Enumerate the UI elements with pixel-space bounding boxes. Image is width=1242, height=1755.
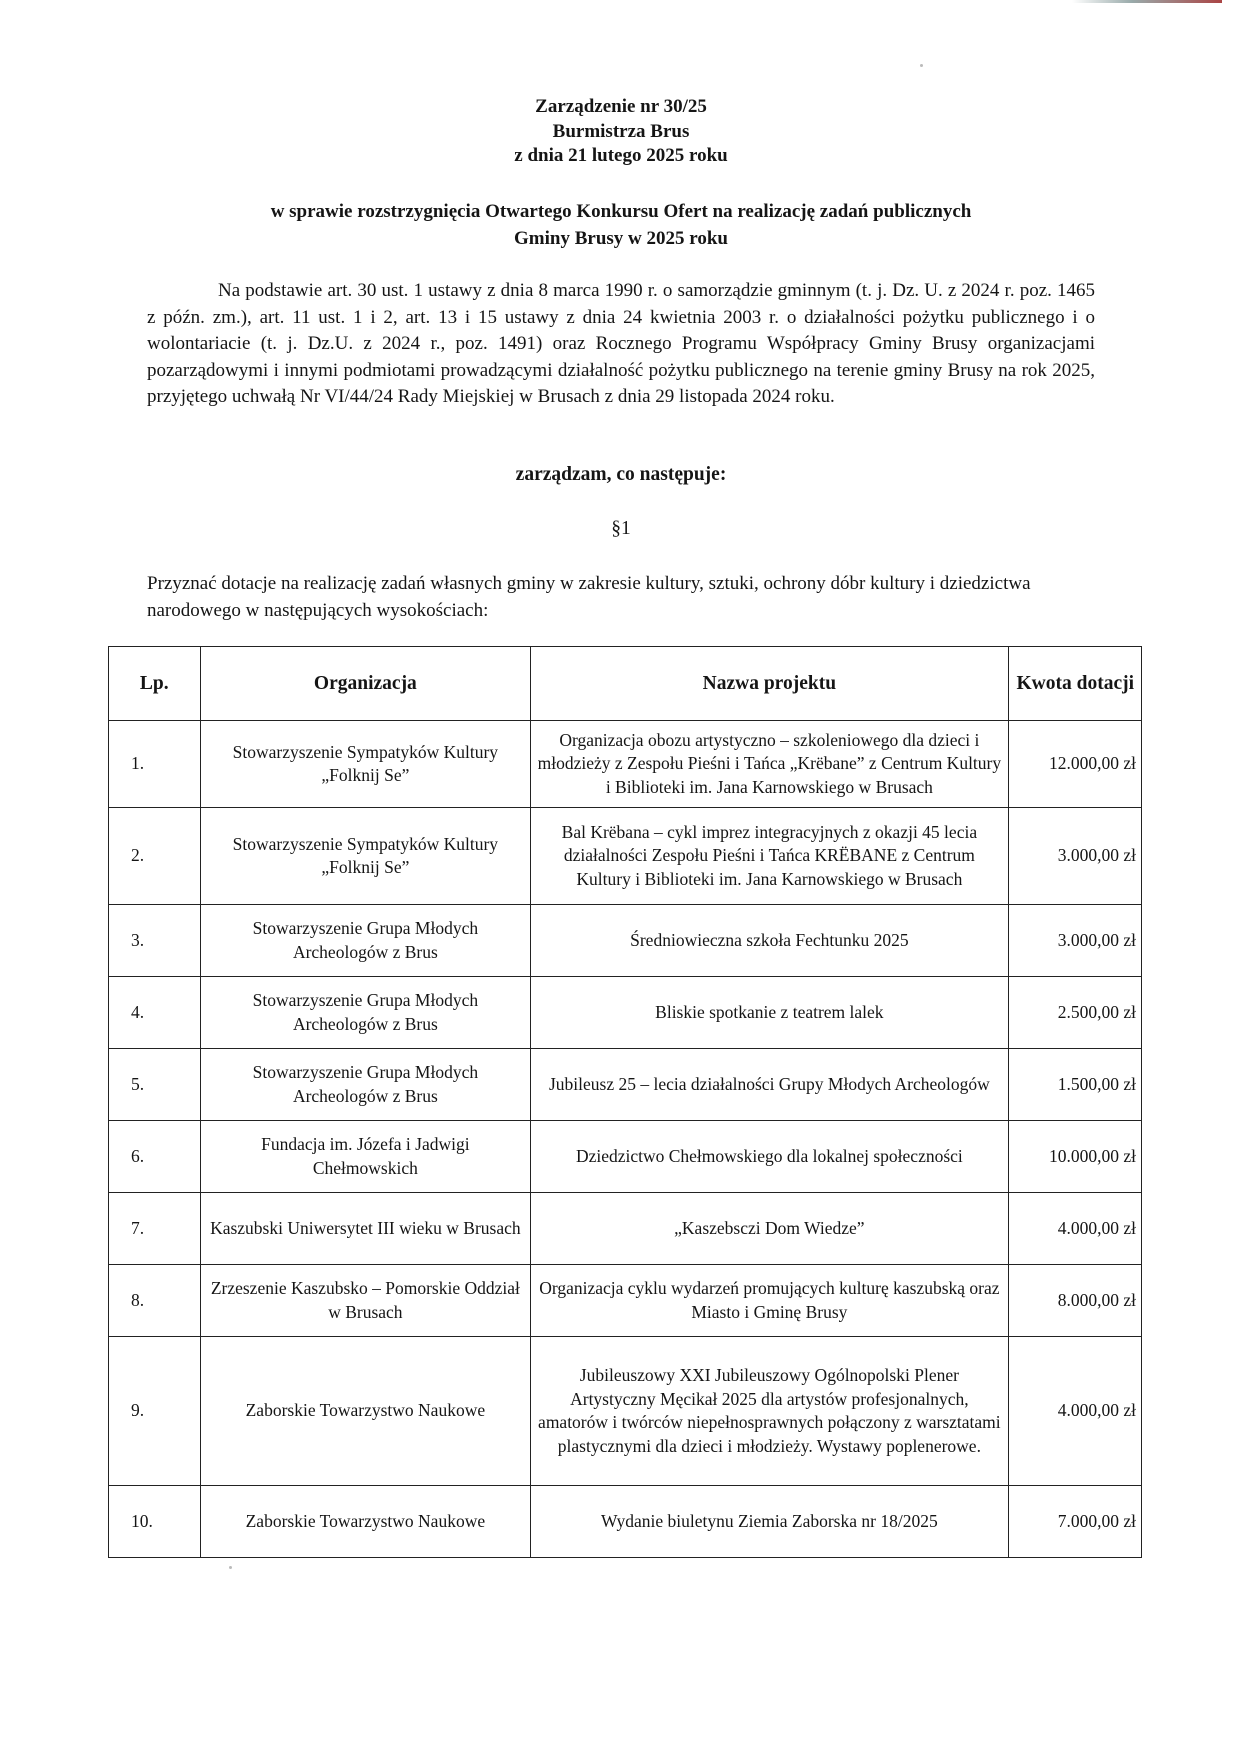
cell-project-name: Jubileusz 25 – lecia działalności Grupy Młodych Archeologów [531,1049,1008,1121]
cell-grant-amount: 10.000,00 zł [1008,1121,1141,1193]
cell-grant-amount: 4.000,00 zł [1008,1193,1141,1265]
cell-project-name: Średniowieczna szkoła Fechtunku 2025 [531,905,1008,977]
cell-project-name: „Kaszebsczi Dom Wiedze” [531,1193,1008,1265]
table-row [109,1049,1142,1121]
table-row [109,1337,1142,1486]
document-subject [0,198,1242,252]
cell-organization: Stowarzyszenie Grupa Młodych Archeologów z Brus [200,905,531,977]
cell-project-name: Dziedzictwo Chełmowskiego dla lokalnej społeczności [531,1121,1008,1193]
table-row [109,977,1142,1049]
cell-grant-amount: 1.500,00 zł [1008,1049,1141,1121]
cell-lp: 2. [109,808,201,905]
cell-project-name: Wydanie biuletynu Ziemia Zaborska nr 18/2025 [531,1486,1008,1558]
subject-line-2: Gminy Brusy w 2025 roku [514,228,728,249]
cell-grant-amount: 8.000,00 zł [1008,1265,1141,1337]
cell-lp: 1. [109,721,201,808]
grant-description: Przyznać dotacje na realizację zadań własnych gminy w zakresie kultury, sztuki, ochrony dóbr kultury i dziedzictwa narodowego w następujących wysokościach: [147,573,1031,621]
title-line-2: Burmistrza Brus [552,120,690,142]
cell-organization: Fundacja im. Józefa i Jadwigi Chełmowskich [200,1121,531,1193]
table-row [109,905,1142,977]
cell-lp: 5. [109,1049,201,1121]
cell-grant-amount: 7.000,00 zł [1008,1486,1141,1558]
cell-project-name: Jubileuszowy XXI Jubileuszowy Ogólnopolski Plener Artystyczny Męcikał 2025 dla artystów profesjonalnych, amatorów i twórców niepełnosprawnych połączony z warsztatami plastycznymi dla dzieci i młodzieży. Wystawy poplenerowe. [531,1337,1008,1486]
table-row [109,1193,1142,1265]
header-project-name: Nazwa projektu [531,647,1008,721]
scan-speck [229,1566,232,1569]
cell-lp: 6. [109,1121,201,1193]
cell-lp: 9. [109,1337,201,1486]
scan-speck [920,64,923,67]
cell-organization: Stowarzyszenie Grupa Młodych Archeologów z Brus [200,1049,531,1121]
cell-organization: Zaborskie Towarzystwo Naukowe [200,1486,531,1558]
cell-project-name: Organizacja obozu artystyczno – szkoleniowego dla dzieci i młodzieży z Zespołu Pieśni i Tańca „Krëbane” z Centrum Kultury i Biblioteki im. Jana Karnowskiego w Brusach [531,721,1008,808]
cell-project-name: Organizacja cyklu wydarzeń promujących kulturę kaszubską oraz Miasto i Gminę Brusy [531,1265,1008,1337]
cell-organization: Zrzeszenie Kaszubsko – Pomorskie Oddział w Brusach [200,1265,531,1337]
cell-lp: 3. [109,905,201,977]
title-line-3: z dnia 21 lutego 2025 roku [514,145,728,166]
title-line-1: Zarządzenie nr 30/25 [535,96,707,117]
cell-organization: Stowarzyszenie Sympatyków Kultury „Folknij Se” [200,808,531,905]
table-row [109,1121,1142,1193]
cell-grant-amount: 4.000,00 zł [1008,1337,1141,1486]
cell-grant-amount: 12.000,00 zł [1008,721,1141,808]
cell-grant-amount: 3.000,00 zł [1008,905,1141,977]
cell-lp: 4. [109,977,201,1049]
table-row [109,1486,1142,1558]
legal-basis-text: Na podstawie art. 30 ust. 1 ustawy z dnia 8 marca 1990 r. o samorządzie gminnym (t. j. Dz. U. z 2024 r. poz. 1465 z późn. zm.), art. 11 ust. 1 i 2, art. 13 i 15 ustawy z dnia 24 kwietnia 2003 r. o działalności pożytku publicznego i o wolontariacie (t. j. Dz.U. z 2024 r., poz. 1491) oraz Rocznego Programu Współpracy Gminy Brusy organizacjami pozarządowymi i innymi podmiotami prowadzącymi działalność pożytku publicznego na terenie gminy Brusy na rok 2025, przyjętego uchwałą Nr VI/44/24 Rady Miejskiej w Brusach z dnia 29 listopada 2024 roku. [147,280,1095,407]
header-organization: Organizacja [200,647,531,721]
cell-organization: Kaszubski Uniwersytet III wieku w Brusach [200,1193,531,1265]
decree-heading: zarządzam, co następuje: [515,464,727,485]
paragraph-symbol: §1 [611,518,631,539]
table-row [109,721,1142,808]
subject-line-1: w sprawie rozstrzygnięcia Otwartego Konkursu Ofert na realizację zadań publicznych [270,201,972,222]
header-grant-amount: Kwota dotacji [1008,647,1141,721]
cell-project-name: Bliskie spotkanie z teatrem lalek [531,977,1008,1049]
cell-organization: Zaborskie Towarzystwo Naukowe [200,1337,531,1486]
header-lp: Lp. [109,647,201,721]
table-row [109,808,1142,905]
grants-table [108,646,1142,1558]
cell-lp: 7. [109,1193,201,1265]
cell-organization: Stowarzyszenie Sympatyków Kultury „Folknij Se” [200,721,531,808]
table-row [109,1265,1142,1337]
cell-organization: Stowarzyszenie Grupa Młodych Archeologów z Brus [200,977,531,1049]
cell-lp: 8. [109,1265,201,1337]
legal-basis-paragraph [147,278,1095,411]
cell-grant-amount: 3.000,00 zł [1008,808,1141,905]
scan-edge-artifact [1072,0,1222,3]
cell-grant-amount: 2.500,00 zł [1008,977,1141,1049]
cell-project-name: Bal Krëbana – cykl imprez integracyjnych z okazji 45 lecia działalności Zespołu Pieśni i Tańca KRËBANE z Centrum Kultury i Biblioteki im. Jana Karnowskiego w Brusach [531,808,1008,905]
table-header-row [109,647,1142,721]
document-title [0,95,1242,169]
cell-lp: 10. [109,1486,201,1558]
